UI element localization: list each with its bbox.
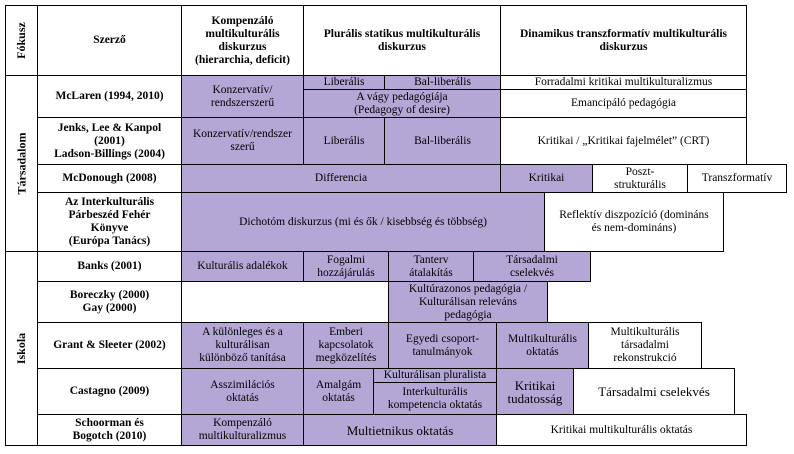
castagno-asszimilacios: Asszimilációs oktatás (181, 368, 304, 415)
grant-egyedi: Egyedi csoport- tanulmányok (388, 322, 497, 369)
schoorman-multietnikus: Multietnikus oktatás (303, 414, 497, 446)
group-school: Iskola (5, 251, 38, 446)
castagno-interkulturalis: Interkulturális kompetencia oktatás (373, 382, 497, 415)
grant-kulonleges: A különleges és a kulturálisan különböző tanítása (181, 322, 304, 369)
jenks-konzervativ: Konzervatív/rendszer szerű (181, 117, 304, 165)
mcdonough-transzformativ: Transzformatív (687, 164, 787, 193)
header-compensatory: Kompenzáló multikulturális diskurzus (hierarchia, deficit) (181, 5, 304, 76)
castagno-kritikai: Kritikai tudatosság (496, 368, 574, 415)
castagno-pluralista: Kulturálisan pluralista (373, 368, 497, 383)
mclaren-forradalmi: Forradalmi kritikai multikulturalizmus (500, 75, 747, 90)
castagno-amalgam: Amalgám oktatás (303, 368, 374, 415)
mclaren-konzervativ: Konzervatív/ rendszerszerű (181, 75, 304, 118)
boreczky-kulturazonos: Kultúrazonos pedagógia / Kulturálisan releváns pedagógia (388, 281, 548, 323)
author-boreczky: Boreczky (2000) Gay (2000) (37, 281, 182, 323)
jenks-balliberalis: Bal-liberális (384, 117, 501, 165)
grant-multikulturalis-oktatas: Multikulturális oktatás (496, 322, 589, 369)
schoorman-kompenzalo: Kompenzáló multikulturalizmus (181, 414, 304, 446)
mcdonough-kritikai: Kritikai (500, 164, 593, 193)
jenks-liberalis: Liberális (303, 117, 385, 165)
castagno-tarsadalmi: Társadalmi cselekvés (573, 368, 735, 415)
jenks-kritikai: Kritikai / „Kritikai fajelmélet” (CRT) (500, 117, 747, 165)
grant-emberi: Emberi kapcsolatok megközelítés (303, 322, 389, 369)
banks-tanterv: Tanterv átalakítás (388, 251, 474, 282)
mclaren-balliberalis: Bal-liberális (384, 75, 501, 90)
europa-reflektiv: Reflektív diszpozíció (domináns és nem-domináns) (544, 192, 724, 252)
mclaren-vagy-pedagogiaja: A vágy pedagógiája (Pedagogy of desire) (303, 89, 501, 118)
group-society: Társadalom (5, 75, 38, 252)
author-grant: Grant & Sleeter (2002) (37, 322, 182, 369)
europa-dichotom: Dichotóm diskurzus (mi és ők / kisebbség és többség) (181, 192, 545, 252)
header-dynamic: Dinamikus transzformatív multikulturális diskurzus (500, 5, 747, 76)
mclaren-liberalis: Liberális (303, 75, 385, 90)
banks-tarsadalmi: Társadalmi cselekvés (473, 251, 591, 282)
header-focus: Fókusz (5, 5, 38, 76)
mcdonough-differencia: Differencia (181, 164, 501, 193)
author-jenks: Jenks, Lee & Kanpol (2001) Ladson-Billings (2004) (37, 117, 182, 165)
author-banks: Banks (2001) (37, 251, 182, 282)
mclaren-emancipalo: Emancipáló pedagógia (500, 89, 747, 118)
banks-adalekok: Kulturális adalékok (181, 251, 304, 282)
schoorman-kritikai: Kritikai multikulturális oktatás (496, 414, 747, 446)
grant-rekonstrukcio: Multikulturális társadalmi rekonstrukció (588, 322, 702, 369)
author-mclaren: McLaren (1994, 2010) (37, 75, 182, 118)
header-plural-static: Plurális statikus multikulturális diskurzus (303, 5, 501, 76)
author-schoorman: Schoorman és Bogotch (2010) (37, 414, 182, 446)
author-castagno: Castagno (2009) (37, 368, 182, 415)
author-europa: Az Interkulturális Párbeszéd Fehér Könyve (Európa Tanács) (37, 192, 182, 252)
author-mcdonough: McDonough (2008) (37, 164, 182, 193)
mcdonough-poszt: Poszt- strukturális (592, 164, 688, 193)
header-author: Szerző (37, 5, 182, 76)
banks-fogalmi: Fogalmi hozzájárulás (303, 251, 389, 282)
